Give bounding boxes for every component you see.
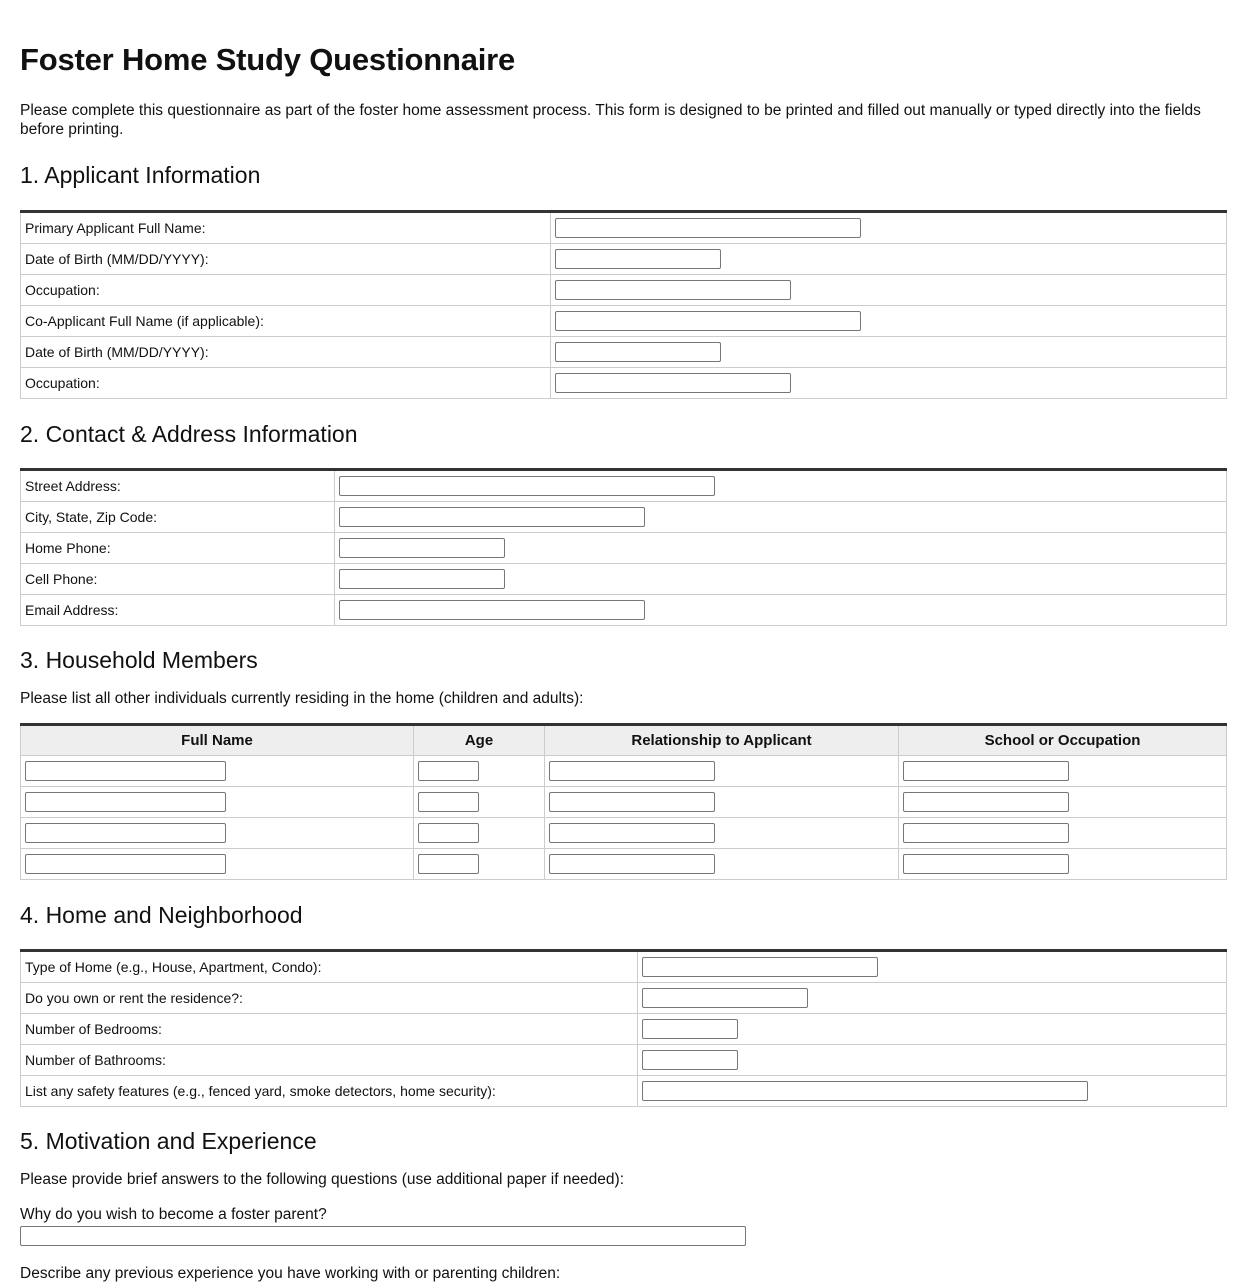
table-row <box>21 595 1227 626</box>
field-label: Number of Bedrooms: <box>21 1014 638 1045</box>
column-header: Age <box>414 725 545 756</box>
table-row <box>21 787 1227 818</box>
table-row <box>21 983 1227 1014</box>
table-row <box>21 306 1227 337</box>
member-school-input[interactable] <box>903 823 1069 843</box>
table-row <box>21 951 1227 983</box>
member-relationship-input[interactable] <box>549 761 715 781</box>
column-header: Relationship to Applicant <box>545 725 899 756</box>
why-foster-input[interactable] <box>20 1226 746 1246</box>
member-age-input[interactable] <box>418 792 479 812</box>
table-row <box>21 470 1227 502</box>
question-label: Why do you wish to become a foster parent? <box>20 1206 327 1223</box>
street-address-input[interactable] <box>339 476 715 496</box>
page-title: Foster Home Study Questionnaire <box>20 42 516 77</box>
table-row <box>21 533 1227 564</box>
safety-features-input[interactable] <box>642 1081 1088 1101</box>
table-row <box>21 564 1227 595</box>
intro-text: Please complete this questionnaire as part of the foster home assessment process. This form is designed to be printed and filled out manually or typed directly into the fields before printing. <box>20 102 1201 138</box>
member-school-input[interactable] <box>903 761 1069 781</box>
coapplicant-dob-input[interactable] <box>555 342 721 362</box>
field-label: Street Address: <box>21 470 335 502</box>
table-row <box>21 756 1227 787</box>
household-table <box>20 723 1227 880</box>
bedrooms-input[interactable] <box>642 1019 738 1039</box>
bathrooms-input[interactable] <box>642 1050 738 1070</box>
member-school-input[interactable] <box>903 792 1069 812</box>
member-relationship-input[interactable] <box>549 823 715 843</box>
city-state-zip-input[interactable] <box>339 507 645 527</box>
member-name-input[interactable] <box>25 854 226 874</box>
field-label: Email Address: <box>21 595 335 626</box>
primary-dob-input[interactable] <box>555 249 721 269</box>
own-rent-input[interactable] <box>642 988 808 1008</box>
table-row <box>21 1014 1227 1045</box>
table-row <box>21 1076 1227 1107</box>
member-name-input[interactable] <box>25 823 226 843</box>
member-name-input[interactable] <box>25 761 226 781</box>
column-header: Full Name <box>21 725 414 756</box>
column-header: School or Occupation <box>899 725 1227 756</box>
contact-table <box>20 468 1227 626</box>
field-label: Primary Applicant Full Name: <box>21 212 551 244</box>
question-label: Describe any previous experience you have working with or parenting children: <box>20 1265 561 1282</box>
field-label: Type of Home (e.g., House, Apartment, Condo): <box>21 951 638 983</box>
member-age-input[interactable] <box>418 761 479 781</box>
section-heading-home: 4. Home and Neighborhood <box>20 902 303 928</box>
field-label: Home Phone: <box>21 533 335 564</box>
table-row <box>21 368 1227 399</box>
table-row <box>21 818 1227 849</box>
section-heading-motivation: 5. Motivation and Experience <box>20 1128 317 1154</box>
home-table <box>20 949 1227 1107</box>
field-label: Occupation: <box>21 275 551 306</box>
section-heading-applicant: 1. Applicant Information <box>20 162 261 188</box>
section-heading-contact: 2. Contact & Address Information <box>20 421 358 447</box>
table-row <box>21 1045 1227 1076</box>
table-row <box>21 244 1227 275</box>
field-label: Do you own or rent the residence?: <box>21 983 638 1014</box>
member-relationship-input[interactable] <box>549 854 715 874</box>
field-label: Date of Birth (MM/DD/YYYY): <box>21 244 551 275</box>
applicant-table <box>20 210 1227 399</box>
field-label: City, State, Zip Code: <box>21 502 335 533</box>
cell-phone-input[interactable] <box>339 569 505 589</box>
email-input[interactable] <box>339 600 645 620</box>
primary-occupation-input[interactable] <box>555 280 791 300</box>
table-row <box>21 212 1227 244</box>
table-row <box>21 275 1227 306</box>
primary-name-input[interactable] <box>555 218 861 238</box>
section-heading-household: 3. Household Members <box>20 647 258 673</box>
field-label: Number of Bathrooms: <box>21 1045 638 1076</box>
field-label: Co-Applicant Full Name (if applicable): <box>21 306 551 337</box>
coapplicant-name-input[interactable] <box>555 311 861 331</box>
home-type-input[interactable] <box>642 957 878 977</box>
table-row <box>21 849 1227 880</box>
member-age-input[interactable] <box>418 823 479 843</box>
home-phone-input[interactable] <box>339 538 505 558</box>
member-age-input[interactable] <box>418 854 479 874</box>
member-school-input[interactable] <box>903 854 1069 874</box>
field-label: List any safety features (e.g., fenced yard, smoke detectors, home security): <box>21 1076 638 1107</box>
table-row <box>21 502 1227 533</box>
household-note: Please list all other individuals currently residing in the home (children and adults): <box>20 690 584 707</box>
field-label: Occupation: <box>21 368 551 399</box>
field-label: Date of Birth (MM/DD/YYYY): <box>21 337 551 368</box>
member-name-input[interactable] <box>25 792 226 812</box>
table-row <box>21 337 1227 368</box>
field-label: Cell Phone: <box>21 564 335 595</box>
member-relationship-input[interactable] <box>549 792 715 812</box>
coapplicant-occupation-input[interactable] <box>555 373 791 393</box>
motivation-note: Please provide brief answers to the following questions (use additional paper if needed): <box>20 1171 625 1188</box>
table-header-row <box>21 725 1227 756</box>
